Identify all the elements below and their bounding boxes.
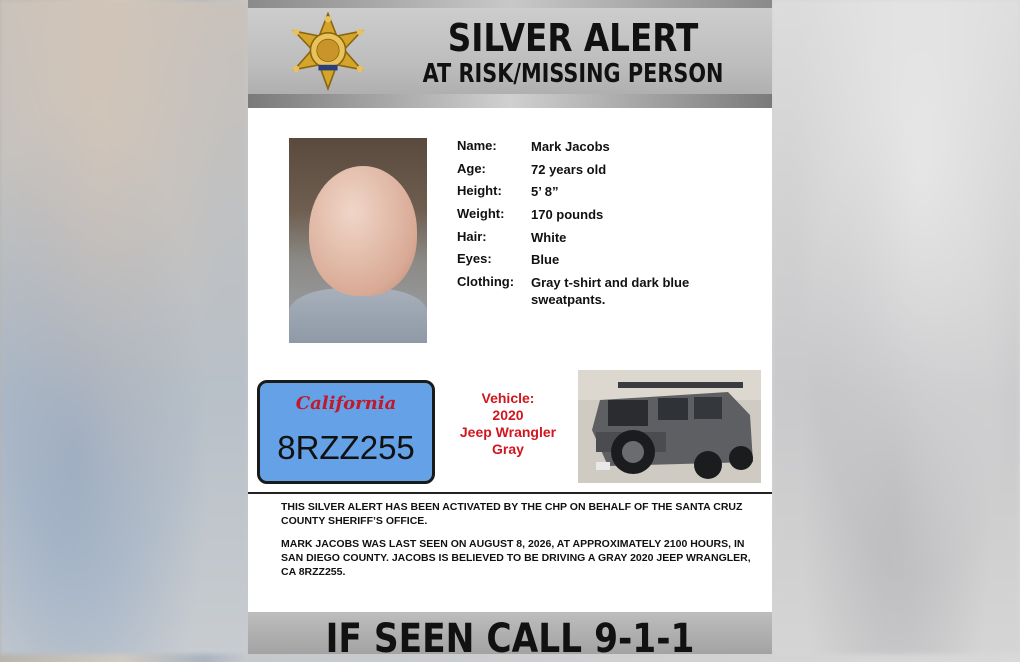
vehicle-model: Jeep Wrangler xyxy=(459,424,557,440)
detail-value: 72 years old xyxy=(531,162,607,177)
detail-value: Mark Jacobs xyxy=(531,139,610,154)
photo-shirt xyxy=(289,288,427,343)
header-top-strip xyxy=(248,0,772,8)
chp-star-badge-icon xyxy=(288,12,368,92)
silver-alert-poster xyxy=(248,0,772,662)
alert-subtitle: AT RISK/MISSING PERSON xyxy=(422,59,724,89)
vehicle-year: 2020 xyxy=(492,407,524,423)
detail-value: 5’ 8” xyxy=(531,184,559,199)
detail-label: Name: xyxy=(457,138,497,153)
vehicle-label: Vehicle: xyxy=(481,390,535,406)
poster-footer xyxy=(248,612,772,662)
call-to-action: IF SEEN CALL 9-1-1 xyxy=(325,616,695,662)
license-plate xyxy=(257,380,435,484)
missing-person-photo xyxy=(289,138,427,343)
vehicle-description xyxy=(438,390,578,458)
detail-value: White xyxy=(531,230,567,245)
detail-value: Blue xyxy=(531,252,560,267)
detail-label: Hair: xyxy=(457,229,487,244)
detail-label: Weight: xyxy=(457,206,505,221)
notice-paragraph-activation: THIS SILVER ALERT HAS BEEN ACTIVATED BY THE CHP ON BEHALF OF THE SANTA CRUZ COUNTY SHERIFF’S OFFICE. xyxy=(281,501,743,527)
blurred-background-left xyxy=(0,0,248,654)
detail-label: Clothing: xyxy=(457,274,515,289)
notice-paragraph-last-seen: MARK JACOBS WAS LAST SEEN ON AUGUST 8, 2026, AT APPROXIMATELY 2100 HOURS, IN SAN DIEGO COUNTY. JACOBS IS BELIEVED TO BE DRIVING A GRAY 2020 JEEP WRANGLER, CA 8RZZ255. xyxy=(281,538,751,578)
detail-value: 170 pounds xyxy=(531,207,604,222)
poster-header xyxy=(248,0,772,108)
alert-title: SILVER ALERT xyxy=(447,16,699,60)
plate-number: 8RZZ255 xyxy=(277,429,415,466)
detail-label: Height: xyxy=(457,183,502,198)
photo-face xyxy=(309,166,417,296)
detail-label: Age: xyxy=(457,161,486,176)
plate-state: California xyxy=(295,393,397,414)
detail-value: Gray t-shirt and dark blue sweatpants. xyxy=(531,275,690,307)
vehicle-color: Gray xyxy=(492,441,524,457)
section-divider xyxy=(248,492,772,494)
header-bottom-strip xyxy=(248,94,772,108)
vehicle-photo xyxy=(578,370,761,483)
detail-label: Eyes: xyxy=(457,251,492,266)
blurred-background-right xyxy=(772,0,1020,654)
